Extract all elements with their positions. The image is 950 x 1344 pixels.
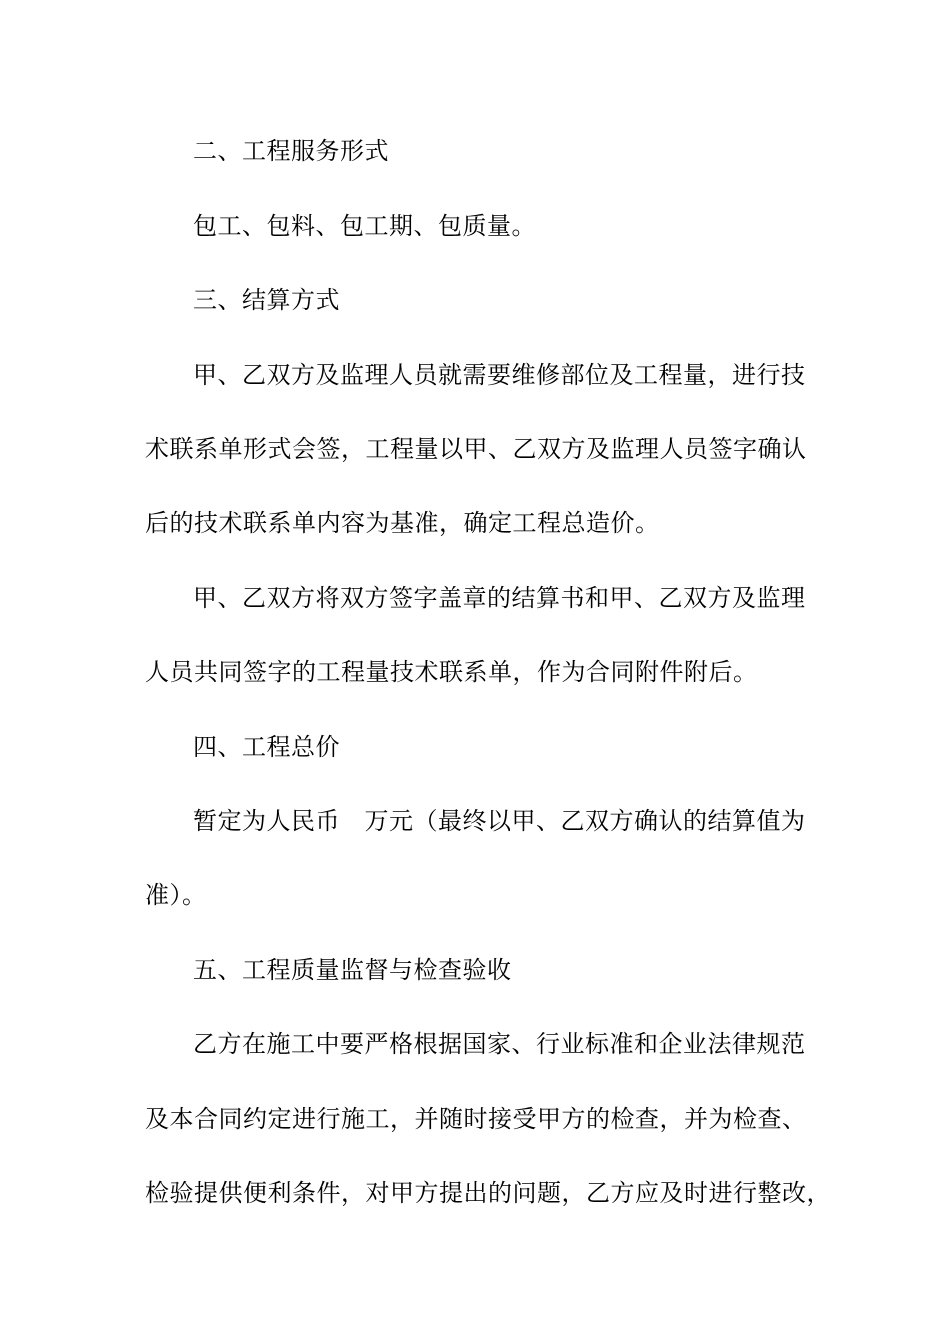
section-heading-total-price: 四、工程总价: [193, 733, 340, 761]
paragraph-settlement-line-1: 甲、乙双方及监理人员就需要维修部位及工程量，进行技: [193, 361, 806, 389]
paragraph-service-form: 包工、包料、包工期、包质量。: [193, 212, 536, 240]
paragraph-attachment-line-2: 人员共同签字的工程量技术联系单，作为合同附件附后。: [145, 658, 758, 686]
paragraph-attachment-line-1: 甲、乙双方将双方签字盖章的结算书和甲、乙双方及监理: [193, 584, 806, 612]
paragraph-quality-line-2: 及本合同约定进行施工，并随时接受甲方的检查，并为检查、: [145, 1105, 807, 1133]
section-heading-quality: 五、工程质量监督与检查验收: [193, 956, 512, 984]
section-heading-service-form: 二、工程服务形式: [193, 137, 389, 165]
paragraph-settlement-line-2: 术联系单形式会签，工程量以甲、乙双方及监理人员签字确认: [145, 435, 807, 463]
paragraph-total-price-line-2: 准）。: [145, 881, 207, 909]
section-heading-settlement: 三、结算方式: [193, 286, 340, 314]
paragraph-quality-line-1: 乙方在施工中要严格根据国家、行业标准和企业法律规范: [193, 1030, 806, 1058]
paragraph-settlement-line-3: 后的技术联系单内容为基准，确定工程总造价。: [145, 509, 660, 537]
paragraph-quality-line-3: 检验提供便利条件，对甲方提出的问题，乙方应及时进行整改，: [145, 1179, 831, 1207]
paragraph-total-price-line-1: 暂定为人民币 万元（最终以甲、乙双方确认的结算值为: [193, 807, 806, 835]
